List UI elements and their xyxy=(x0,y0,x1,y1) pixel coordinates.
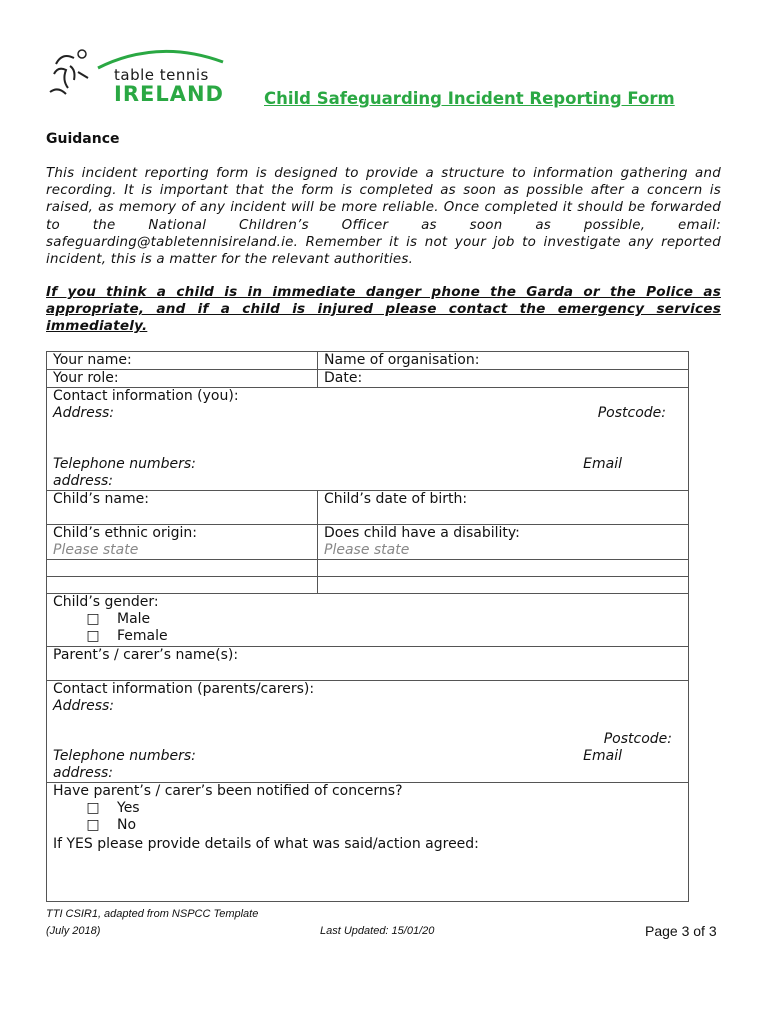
footer-date: (July 2018) xyxy=(46,925,101,937)
ethnic-origin-field[interactable] xyxy=(47,525,318,560)
logo xyxy=(48,44,238,106)
date-field[interactable] xyxy=(318,370,689,388)
parents-email-label: Email xyxy=(583,748,622,764)
parents-name-field[interactable] xyxy=(47,647,689,681)
ethnic-origin-label: Child’s ethnic origin: xyxy=(53,525,197,541)
empty-cell[interactable] xyxy=(318,577,689,594)
table-row xyxy=(47,594,689,647)
telephone-label: Telephone numbers: xyxy=(53,456,196,472)
empty-cell[interactable] xyxy=(47,560,318,577)
table-row xyxy=(47,352,689,370)
table-row xyxy=(47,370,689,388)
parents-name-label: Parent’s / carer’s name(s): xyxy=(53,647,239,663)
child-dob-label: Child’s date of birth: xyxy=(324,491,468,507)
empty-cell[interactable] xyxy=(318,560,689,577)
org-name-field[interactable] xyxy=(318,352,689,370)
guidance-text: This incident reporting form is designed to provide a structure to information gathering and recording. It is important that the form is completed as soon as possible after a concern is raised, as memory of any incident will be more reliable. Once completed it should be forwarded to the National Children’s Officer as soon as possible, email: safeguarding@tabletennisireland.ie. Remember it is not your job to investigate any reported incident, this is a matter for the relevant authorities. xyxy=(46,166,721,268)
table-row xyxy=(47,491,689,525)
email-address-label: address: xyxy=(53,473,114,489)
notified-label: Have parent’s / carer’s been notified of concerns? xyxy=(53,783,403,799)
your-name-label: Your name: xyxy=(53,352,132,368)
if-yes-label: If YES please provide details of what was said/action agreed: xyxy=(53,836,479,852)
gender-field xyxy=(47,594,689,647)
parents-email-address-label: address: xyxy=(53,765,114,781)
disability-label: Does child have a disability: xyxy=(324,525,520,541)
female-label: Female xyxy=(117,628,168,644)
child-name-field[interactable] xyxy=(47,491,318,525)
notified-field[interactable] xyxy=(47,783,689,902)
parents-address-label: Address: xyxy=(53,698,115,714)
parents-postcode-label: Postcode: xyxy=(603,731,672,747)
yes-label: Yes xyxy=(117,800,140,816)
contact-parents-label: Contact information (parents/carers): xyxy=(53,681,315,697)
your-role-label: Your role: xyxy=(53,370,119,386)
yes-checkbox[interactable]: □ xyxy=(86,800,100,816)
table-row xyxy=(47,783,689,902)
contact-parents-field[interactable] xyxy=(47,681,689,783)
table-row xyxy=(47,560,689,577)
postcode-label: Postcode: xyxy=(597,405,666,421)
male-checkbox[interactable]: □ xyxy=(86,611,100,627)
page-number: Page 3 of 3 xyxy=(645,923,717,939)
disability-placeholder: Please state xyxy=(324,542,410,558)
disability-field[interactable] xyxy=(318,525,689,560)
table-row xyxy=(47,577,689,594)
table-row xyxy=(47,525,689,560)
male-label: Male xyxy=(117,611,151,627)
table-row xyxy=(47,681,689,783)
footer-updated: Last Updated: 15/01/20 xyxy=(320,925,435,937)
no-checkbox[interactable]: □ xyxy=(86,817,100,833)
logo-text-top: table tennis xyxy=(114,66,209,84)
parents-telephone-label: Telephone numbers: xyxy=(53,748,196,764)
table-row xyxy=(47,647,689,681)
email-label: Email xyxy=(583,456,622,472)
female-checkbox[interactable]: □ xyxy=(86,628,100,644)
contact-you-field[interactable] xyxy=(47,388,689,491)
date-label: Date: xyxy=(324,370,363,386)
ethnic-placeholder: Please state xyxy=(53,542,139,558)
your-role-field[interactable] xyxy=(47,370,318,388)
incident-form xyxy=(46,351,689,902)
empty-cell[interactable] xyxy=(47,577,318,594)
child-name-label: Child’s name: xyxy=(53,491,149,507)
footer-ref: TTI CSIR1, adapted from NSPCC Template xyxy=(46,908,259,920)
no-label: No xyxy=(117,817,137,833)
table-row xyxy=(47,388,689,491)
contact-you-label: Contact information (you): xyxy=(53,388,239,404)
page-title: Child Safeguarding Incident Reporting Form xyxy=(264,89,675,108)
guidance-heading: Guidance xyxy=(46,131,120,147)
org-name-label: Name of organisation: xyxy=(324,352,480,368)
logo-text-bottom: IRELAND xyxy=(114,82,224,106)
gender-label: Child’s gender: xyxy=(53,594,159,610)
address-label: Address: xyxy=(53,405,115,421)
child-dob-field[interactable] xyxy=(318,491,689,525)
your-name-field[interactable] xyxy=(47,352,318,370)
warning-text: If you think a child is in immediate danger phone the Garda or the Police as appropriate, and if a child is injured please contact the emergency services immediately. xyxy=(46,284,721,334)
